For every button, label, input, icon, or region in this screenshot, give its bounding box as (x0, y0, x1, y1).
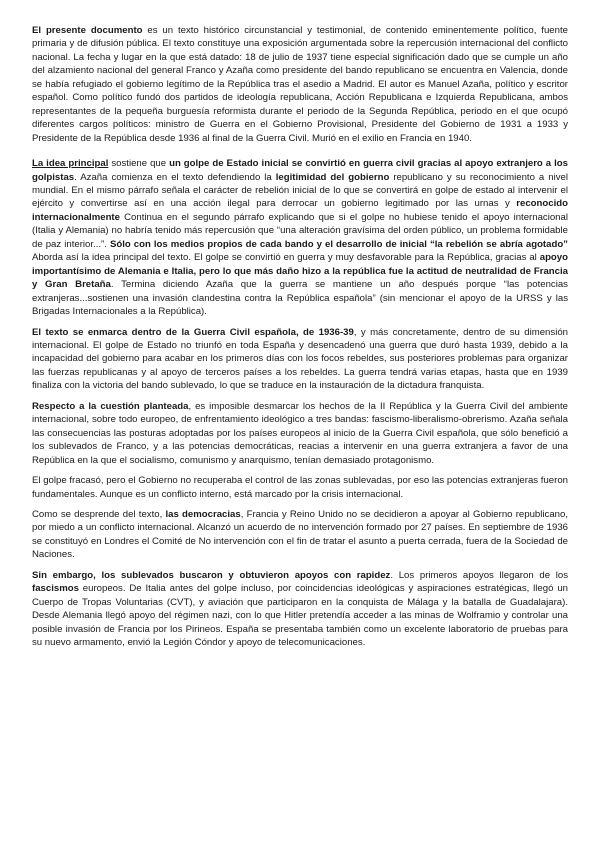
paragraph-historical-frame (32, 326, 568, 393)
document-page (32, 24, 568, 656)
text-run: Como se desprende del texto, (32, 508, 166, 520)
bold-run: El presente documento (32, 25, 143, 36)
bold-run: fascismos (32, 583, 79, 595)
bold-run: las democracias (165, 508, 241, 520)
bold-run: El texto se enmarca dentro de la Guerra Civil española, de 1936-39 (32, 326, 354, 338)
bold-run: reconocido internacionalmente (32, 198, 568, 223)
bold-underlined-run: La idea principal (32, 158, 109, 170)
text-run: , es imposible desmarcar los hechos de la II República y la Guerra Civil del ambiente internacional, sobre todo europeo, de enfrentamiento ideológico a tres bandas: fascismo-liberalismo-obrerismo. Azaña señala las consecuencias las posturas adoptadas por los países europeos al inicio de la Guerra Civil española, que sólo benefició a los sublevados de Franco, y a las potencias democráticas, reacias a intervenir en una guerra extranjera a favor de una República en la que el socialismo, comunismo y anarquismo, tenían demasiado protagonismo. (32, 400, 569, 466)
bold-run: Respecto a la cuestión planteada (32, 400, 189, 412)
bold-run: apoyo importantísimo de Alemania e Italia, pero lo que más daño hizo a la república fue la actitud de neutralidad de Francia y Gran Bretaña (32, 252, 568, 291)
bold-run: Sin embargo, los sublevados buscaron y obtuvieron apoyos con rapidez (32, 569, 391, 581)
text-run: , y más concretamente, dentro de su dimensión internacional. El golpe de Estado no triunfó en toda España y desencadenó una guerra que duró hasta 1939, debido a la incapacidad del gobierno para acabar en los primeros días con los focos rebeldes, sus posteriores problemas para organizar las fuerzas republicanas y al apoyo de terceros países a los rebeldes. La guerra tendrá varias etapas, hasta que en 1939 finaliza con la victoria del bando sublevado, lo que se traduce en la instauración de la dictadura franquista. (32, 326, 568, 392)
paragraph-coup-failed (32, 474, 568, 501)
paragraph-fascist-support (32, 569, 568, 650)
bold-run: un golpe de Estado inicial se convirtió en guerra civil gracias al apoyo extranjero a los golpistas (32, 158, 568, 183)
text-run: es un texto histórico circunstancial y testimonial, de contenido eminentemente político, fuente primaria y de difusión pública. El texto constituye una exposición argumentada sobre la repercusión internacional del conflicto nacional. La fecha y lugar en la que está datado: 18 de julio de 1937 tiene especial significación dado que se cumple un año del alzamiento nacional del general Franco y Azaña como presidente del bando republicano se encuentra en Valencia, donde se había refugiado el gobierno legítimo de la República tras el asedio a Madrid. El autor es Manuel Azaña, político y escritor español. Como político fundó dos partidos de ideología republicana, Acción Republicana e Izquierda Republicana, ambos representantes de la pequeña burguesía reformista durante el periodo de la Segunda República, periodo en el que ocupó diferentes cargos políticos: ministro de Guerra en el Gobierno Provisional, Presidente del Gobierno de 1931 a 1933 y Presidente de la República desde 1936 al final de la Guerra Civil. Murió en el exilio en Francia en 1940. (32, 25, 568, 144)
text-run: . Termina diciendo Azaña que la guerra se mantiene un año después porque “las potencias extranjeras...sostienen una invasión clandestina contra la República española” (sin mencionar el apoyo de la URSS y las Brigadas Internacionales a la República). (32, 279, 568, 318)
text-run: . Azaña comienza en el texto defendiendo la (74, 171, 276, 183)
text-run: Continua en el segundo párrafo explicando que si el golpe no hubiese tenido el apoyo internacional (Italia y Alemania) no habría tenido más repercusión que “una alteración gravísima del orden público, un problema formidable de paz interior...”. (32, 211, 568, 250)
paragraph-democracies (32, 508, 568, 562)
paragraph-question (32, 400, 568, 467)
text-run: Aborda así la idea principal del texto. El golpe se convirtió en guerra y muy desfavorable para la República, gracias al (32, 252, 540, 264)
text-run: El golpe fracasó, pero el Gobierno no recuperaba el control de las zonas sublevadas, por eso las potencias extranjeras fueron fundamentales. Aunque es un conflicto interno, está marcado por la crisis internacional. (32, 475, 568, 500)
text-run: republicano y su reconocimiento a nivel mundial. En el mismo párrafo señala el carácter de rebelión inicial de lo que se convertirá en golpe de estado al intervenir el ejército y convertirse así en una acción ilegal para derrocar un gobierno legitimado por las urnas y (32, 171, 568, 210)
bold-run: legitimidad del gobierno (275, 171, 390, 183)
text-run: , Francia y Reino Unido no se decidieron a apoyar al Gobierno republicano, por miedo a un conflicto internacional. Alcanzó un acuerdo de no intervención formado por 27 países. En septiembre de 1936 se constituyó en Londres el Comité de No intervención con el fin de tratar el asunto a puerta cerrada, fuera de la Sociedad de Naciones. (32, 508, 568, 561)
paragraph-author-context (32, 24, 568, 145)
bold-run: Sólo con los medios propios de cada bando y el desarrollo de inicial “la rebelión se abría agotado” (109, 238, 568, 250)
text-run: europeos. De Italia antes del golpe incluso, por coincidencias ideológicas y aspiraciones estratégicas, llegó un Cuerpo de Tropas Voluntarias (CVT), y aviación que participaron en la conquista de Málaga y la batalla de Guadalajara). Desde Alemania llegó apoyo del régimen nazi, con lo que Hitler pretendía acceder a las minas de Wolframio y controlar una posible invasión de Francia por los Pirineos. España se presentaba también como un excelente laboratorio de pruebas para su nuevo armamento, envió la Legión Cóndor y apoyo de telecomunicaciones. (32, 583, 568, 649)
text-run: sostiene que (108, 158, 170, 170)
text-run: . Los primeros apoyos llegaron de los (390, 569, 569, 581)
paragraph-main-idea (32, 157, 568, 318)
